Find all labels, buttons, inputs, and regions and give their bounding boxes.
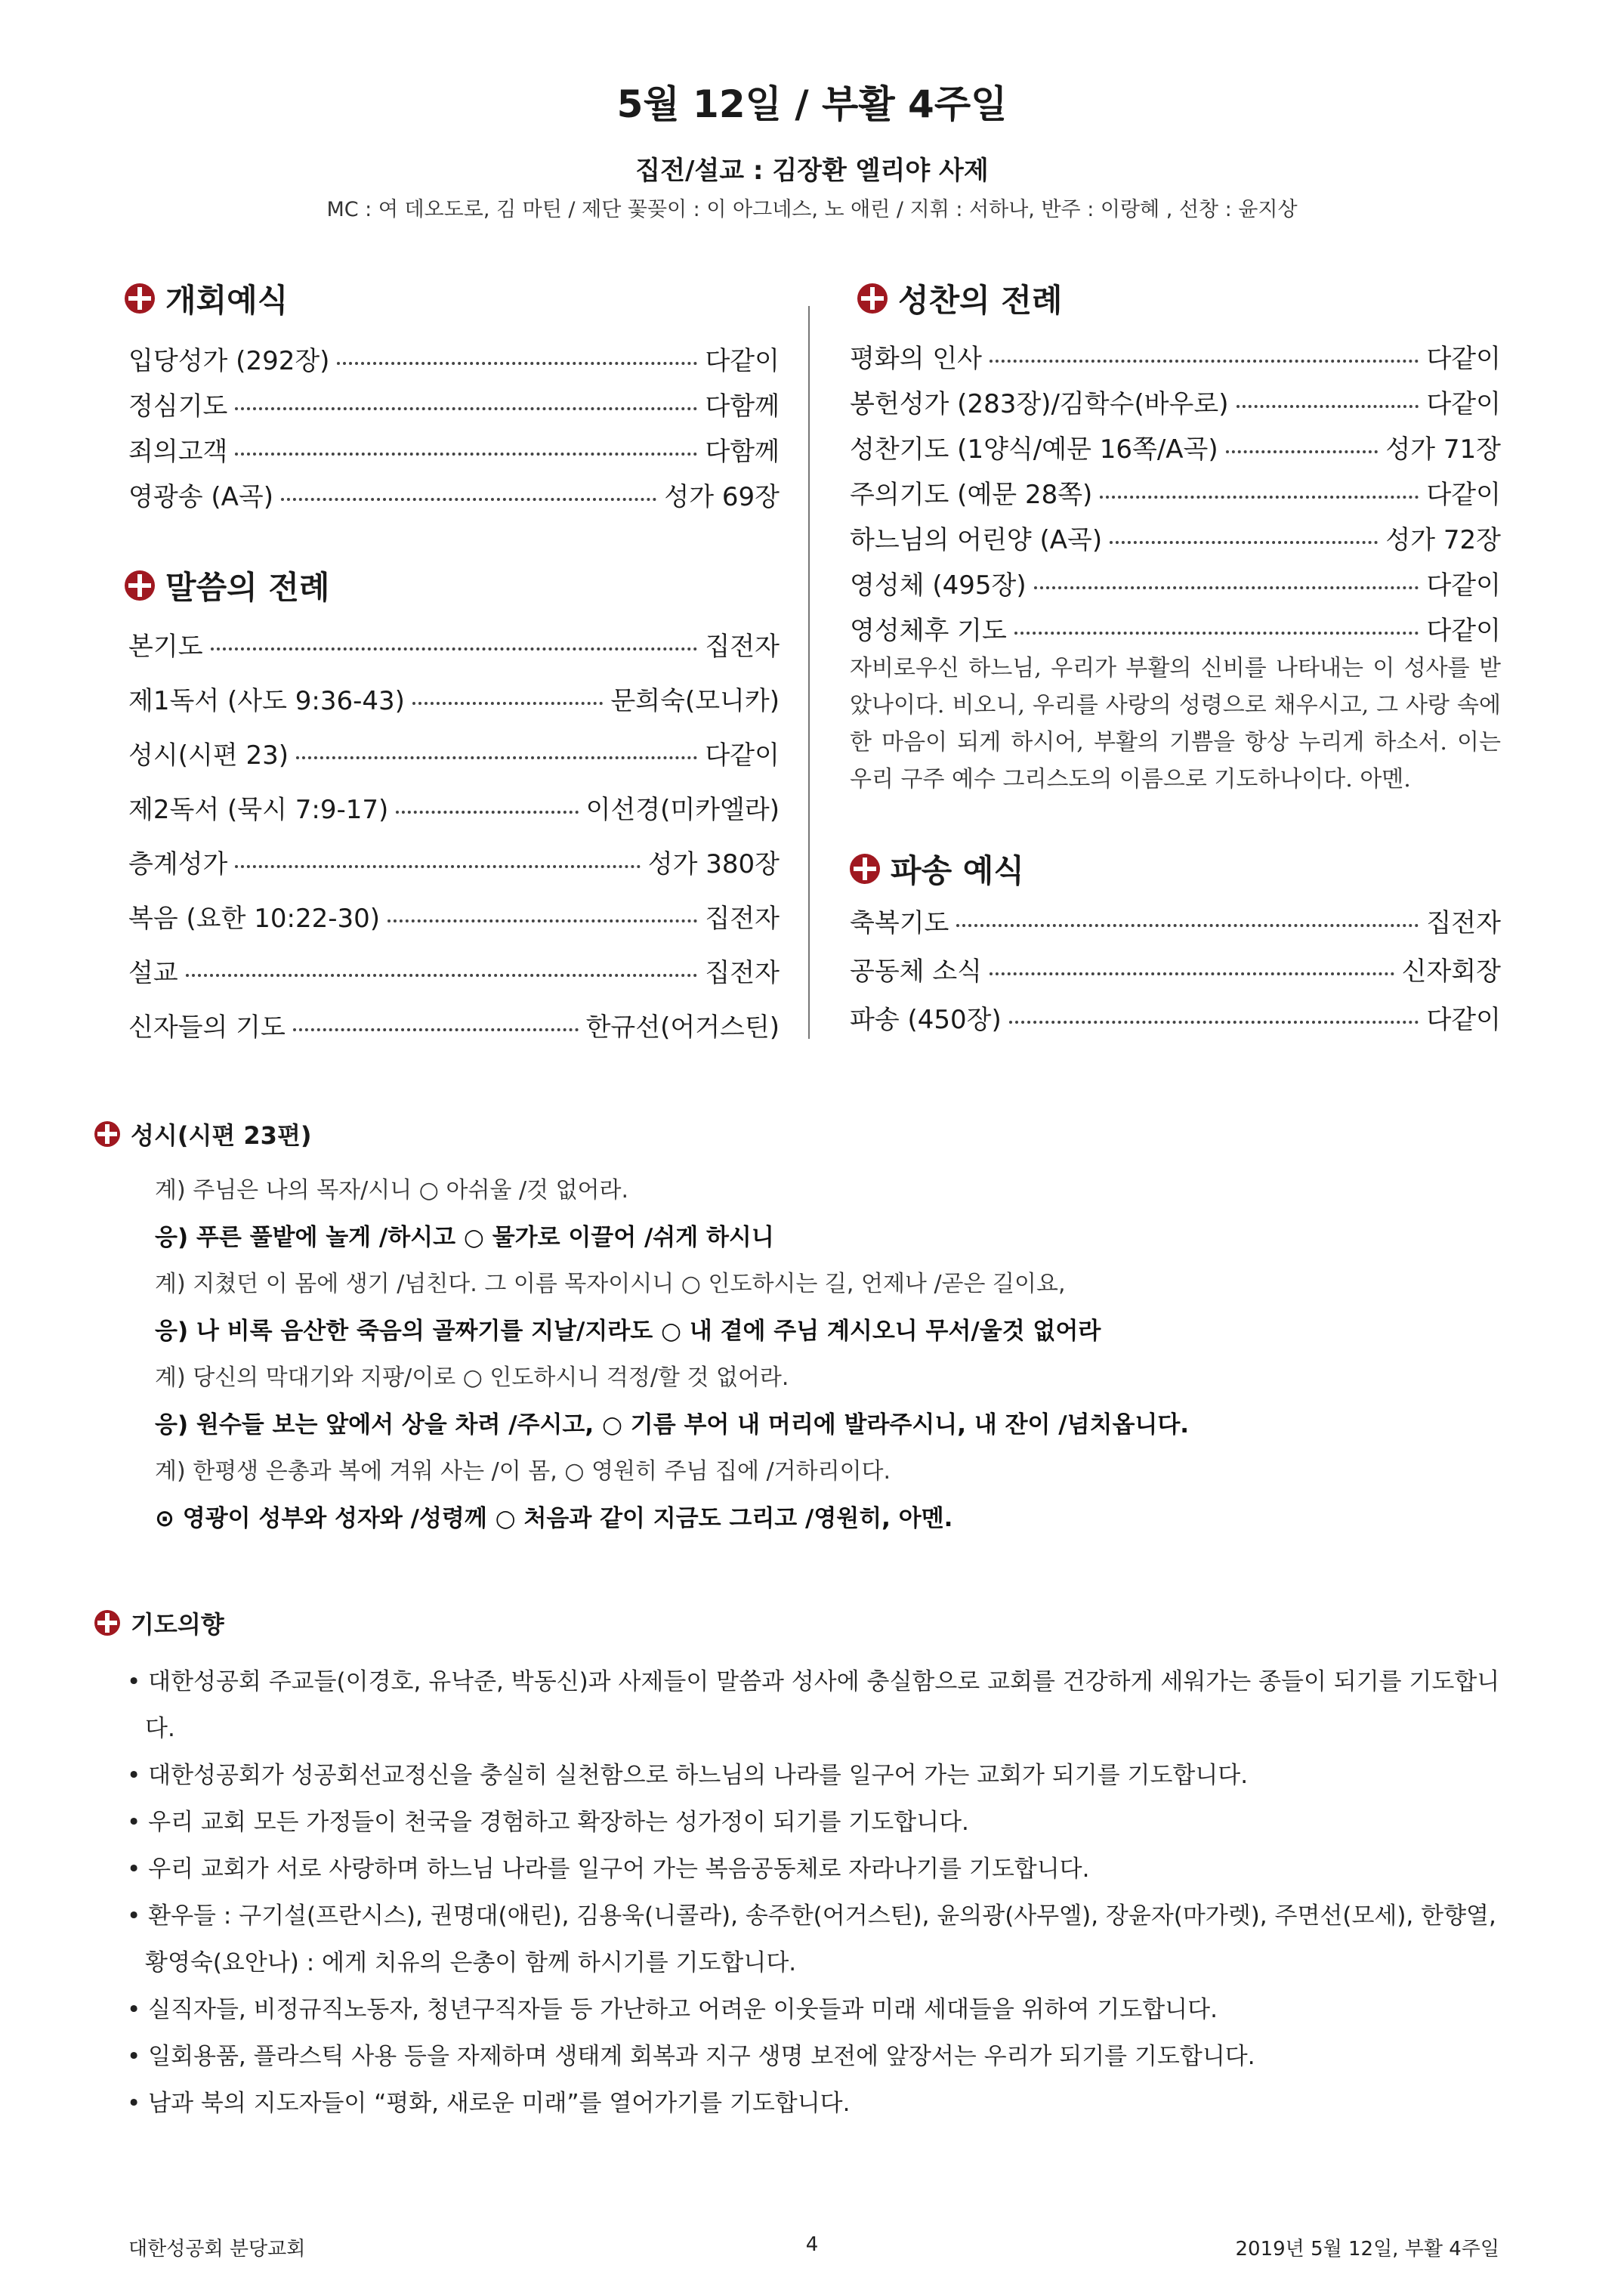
item-value: 집전자	[705, 632, 780, 662]
list-item: • 남과 북의 지도자들이 “평화, 새로운 미래”를 열어가기를 기도합니다.	[127, 2090, 851, 2117]
leader-dots	[956, 924, 1419, 927]
section-heading-dismissal	[850, 846, 1024, 892]
page-number: 4	[805, 2233, 819, 2256]
list-item: • 환우들 : 구기설(프란시스), 권명대(애린), 김용욱(니콜라), 송주한(어거스틴), 윤의광(사무엘), 장윤자(마가렛), 주면선(모세), 한향열, 황영숙(요안나) : 에게 치유의 은총이 함께 하시기를 기도합니다.	[127, 1902, 1496, 1976]
psalm-line: 계) 지쳤던 이 몸에 생기 /넘친다. 그 이름 목자이시니 ○ 인도하시는 길, 언제나 /곧은 길이요,	[155, 1271, 1066, 1297]
opening-list	[128, 338, 780, 520]
psalm-line: 응) 나 비록 음산한 죽음의 골짜기를 지날/지라도 ○ 내 곁에 주님 계시오니 무서/울것 없어라	[155, 1318, 1101, 1345]
list-item	[850, 382, 1501, 427]
list-item: • 일회용품, 플라스틱 사용 등을 자제하며 생태계 회복과 지구 생명 보전에 앞장서는 우리가 되기를 기도합니다.	[127, 2043, 1255, 2070]
list-item	[128, 338, 780, 384]
item-label: 복음 (요한 10:22-30)	[128, 904, 381, 934]
item-value: 성가 71장	[1385, 434, 1501, 465]
leader-dots	[337, 362, 697, 365]
leader-dots	[293, 1028, 579, 1031]
column-divider	[808, 306, 810, 1039]
list-item	[850, 899, 1501, 947]
list-item: • 우리 교회가 서로 사랑하며 하느님 나라를 일구어 가는 복음공동체로 자라나기를 기도합니다.	[127, 1856, 1090, 1883]
footer-date: 2019년 5월 12일, 부활 4주일	[1235, 2238, 1499, 2261]
item-value: 성가 72장	[1385, 525, 1501, 555]
item-label: 주의기도 (예문 28쪽)	[850, 480, 1093, 510]
list-item	[128, 728, 780, 783]
item-label: 설교	[128, 958, 178, 988]
section-heading-word	[125, 563, 329, 608]
psalm-line: 계) 당신의 막대기와 지팡/이로 ○ 인도하시니 걱정/할 것 없어라.	[155, 1364, 789, 1391]
section-heading-label: 개회예식	[165, 282, 289, 319]
item-value: 다함께	[705, 391, 780, 422]
item-value: 집전자	[705, 904, 780, 934]
leader-dots	[1009, 1021, 1419, 1024]
item-label: 영성체 (495장)	[850, 570, 1027, 601]
list-item	[850, 472, 1501, 518]
list-item	[128, 384, 780, 429]
item-value: 신자회장	[1401, 956, 1501, 987]
item-value: 다같이	[1426, 344, 1501, 374]
list-item	[128, 620, 780, 674]
item-value: 집전자	[705, 958, 780, 988]
item-label: 성시(시편 23)	[128, 740, 289, 771]
list-item	[128, 474, 780, 520]
item-label: 제2독서 (묵시 7:9-17)	[128, 795, 389, 825]
leader-dots	[1100, 496, 1419, 499]
list-item	[128, 429, 780, 474]
list-item: • 실직자들, 비정규직노동자, 청년구직자들 등 가난하고 어려운 이웃들과 미래 세대들을 위하여 기도합니다.	[127, 1996, 1218, 2023]
list-item	[128, 837, 780, 892]
cross-icon	[125, 570, 155, 601]
item-value: 다같이	[1426, 1005, 1501, 1035]
roles-line: MC : 여 데오도로, 김 마틴 / 제단 꽃꽂이 : 이 아그네스, 노 애린 / 지휘 : 서하나, 반주 : 이랑혜 , 선창 : 윤지상	[326, 198, 1298, 221]
section-heading-label: 파송 예식	[891, 852, 1024, 889]
item-value: 집전자	[1426, 908, 1501, 938]
item-label: 평화의 인사	[850, 344, 983, 374]
item-value: 다같이	[1426, 389, 1501, 419]
cross-icon	[94, 1121, 120, 1147]
psalm-line: 계) 주님은 나의 목자/시니 ○ 아쉬울 /것 없어라.	[155, 1177, 629, 1204]
leader-dots	[396, 811, 578, 814]
list-item: • 대한성공회 주교들(이경호, 유낙준, 박동신)과 사제들이 말씀과 성사에 충실함으로 교회를 건강하게 세워가는 종들이 되기를 기도합니다.	[127, 1668, 1500, 1742]
leader-dots	[281, 498, 656, 501]
cross-icon	[94, 1610, 120, 1636]
leader-dots	[1226, 450, 1379, 453]
section-heading-label: 기도의향	[131, 1610, 224, 1639]
section-heading-label: 성시(시편 23편)	[131, 1121, 312, 1150]
word-list	[128, 620, 780, 1055]
psalm-line: ⊙ 영광이 성부와 성자와 /성령께 ○ 처음과 같이 지금도 그리고 /영원히, 아멘.	[155, 1505, 953, 1532]
leader-dots	[296, 756, 697, 759]
list-item	[850, 996, 1501, 1044]
psalm-text	[155, 1167, 1530, 1542]
item-value: 다같이	[1426, 616, 1501, 646]
item-label: 공동체 소식	[850, 956, 983, 987]
page-title: 5월 12일 / 부활 4주일	[616, 82, 1008, 126]
item-label: 하느님의 어린양 (A곡)	[850, 525, 1103, 555]
list-item	[850, 563, 1501, 608]
section-heading-intentions	[94, 1605, 224, 1640]
item-label: 봉헌성가 (283장)/김학수(바우로)	[850, 389, 1229, 419]
leader-dots	[235, 407, 697, 410]
post-communion-prayer: 자비로우신 하느님, 우리가 부활의 신비를 나타내는 이 성사를 받았나이다. 비오니, 우리를 사랑의 성령으로 채우시고, 그 사랑 속에 한 마음이 되게 하시어, 부활의 기쁨을 항상 누리게 하소서. 이는 우리 구주 예수 그리스도의 이름으로 기도하나이다. 아멘.	[850, 655, 1501, 793]
item-label: 제1독서 (사도 9:36-43)	[128, 686, 405, 716]
leader-dots	[186, 974, 698, 977]
footer-church: 대한성공회 분당교회	[128, 2238, 306, 2261]
psalm-line: 응) 원수들 보는 앞에서 상을 차려 /주시고, ○ 기름 부어 내 머리에 발라주시니, 내 잔이 /넘치옵니다.	[155, 1411, 1190, 1439]
leader-dots	[1110, 541, 1378, 544]
cross-icon	[125, 283, 155, 314]
item-label: 성찬기도 (1양식/예문 16쪽/A곡)	[850, 434, 1218, 465]
item-value: 문희숙(모니카)	[610, 686, 780, 716]
list-item	[128, 783, 780, 837]
list-item	[850, 427, 1501, 472]
item-label: 축복기도	[850, 908, 949, 938]
leader-dots	[1237, 405, 1419, 408]
item-value: 성가 380장	[647, 849, 780, 879]
section-heading-psalm	[94, 1117, 311, 1151]
item-label: 영광송 (A곡)	[128, 482, 273, 512]
leader-dots	[1034, 586, 1419, 589]
item-value: 다같이	[705, 346, 780, 376]
intention-text: 일회용품, 플라스틱 사용 등을 자제하며 생태계 회복과 지구 생명 보전에 앞장서는 우리가 되기를 기도합니다.	[148, 2043, 1255, 2070]
psalm-line: 계) 한평생 은총과 복에 겨워 사는 /이 몸, ○ 영원히 주님 집에 /거하리이다.	[155, 1458, 891, 1485]
intention-text: 실직자들, 비정규직노동자, 청년구직자들 등 가난하고 어려운 이웃들과 미래 세대들을 위하여 기도합니다.	[148, 1996, 1218, 2023]
item-label: 영성체후 기도	[850, 616, 1007, 646]
item-value: 다같이	[1426, 570, 1501, 601]
leader-dots	[1014, 632, 1419, 635]
leader-dots	[235, 453, 697, 456]
list-item	[850, 518, 1501, 563]
list-item	[128, 946, 780, 1000]
dismissal-list	[850, 899, 1501, 1044]
item-value: 다함께	[705, 437, 780, 467]
item-label: 본기도	[128, 632, 203, 662]
item-value: 이선경(미카엘라)	[585, 795, 780, 825]
section-heading-label: 말씀의 전례	[165, 569, 330, 606]
section-heading-label: 성찬의 전례	[898, 282, 1063, 319]
item-value: 다같이	[705, 740, 780, 771]
list-item	[850, 947, 1501, 996]
cross-icon	[850, 854, 880, 884]
section-heading-opening	[125, 276, 288, 321]
list-item: • 대한성공회가 성공회선교정신을 충실히 실천함으로 하느님의 나라를 일구어 가는 교회가 되기를 기도합니다.	[127, 1762, 1249, 1789]
leader-dots	[412, 702, 604, 705]
item-label: 정심기도	[128, 391, 228, 422]
psalm-line: 응) 푸른 풀밭에 놀게 /하시고 ○ 물가로 이끌어 /쉬게 하시니	[155, 1224, 774, 1251]
list-item	[128, 892, 780, 946]
leader-dots	[990, 360, 1419, 363]
eucharist-list	[850, 336, 1501, 654]
list-item	[850, 336, 1501, 382]
list-item	[850, 608, 1501, 654]
intention-text: 우리 교회가 서로 사랑하며 하느님 나라를 일구어 가는 복음공동체로 자라나기를 기도합니다.	[148, 1856, 1090, 1883]
intention-text: 남과 북의 지도자들이 “평화, 새로운 미래”를 열어가기를 기도합니다.	[148, 2090, 851, 2117]
item-label: 층계성가	[128, 849, 228, 879]
intentions-list	[127, 1658, 1509, 2127]
item-label: 입당성가 (292장)	[128, 346, 330, 376]
list-item	[128, 674, 780, 728]
leader-dots	[387, 919, 697, 922]
intention-text: 대한성공회 주교들(이경호, 유낙준, 박동신)과 사제들이 말씀과 성사에 충실함으로 교회를 건강하게 세워가는 종들이 되기를 기도합니다.	[145, 1668, 1500, 1742]
item-label: 신자들의 기도	[128, 1012, 286, 1043]
intention-text: 대한성공회가 성공회선교정신을 충실히 실천함으로 하느님의 나라를 일구어 가는 교회가 되기를 기도합니다.	[148, 1762, 1249, 1789]
item-value: 한규선(어거스틴)	[585, 1012, 780, 1043]
item-value: 성가 69장	[664, 482, 780, 512]
item-label: 죄의고객	[128, 437, 228, 467]
presider-line: 집전/설교 : 김장환 엘리야 사제	[635, 156, 989, 186]
item-value: 다같이	[1426, 480, 1501, 510]
intention-text: 환우들 : 구기설(프란시스), 권명대(애린), 김용욱(니콜라), 송주한(어거스틴), 윤의광(사무엘), 장윤자(마가렛), 주면선(모세), 한향열, 황영숙(요안나) : 에게 치유의 은총이 함께 하시기를 기도합니다.	[145, 1902, 1496, 1976]
leader-dots	[990, 972, 1394, 975]
section-heading-eucharist	[857, 276, 1062, 321]
intention-text: 우리 교회 모든 가정들이 천국을 경험하고 확장하는 성가정이 되기를 기도합니다.	[148, 1809, 969, 1836]
leader-dots	[235, 865, 640, 868]
cross-icon	[857, 283, 888, 314]
list-item	[128, 1000, 780, 1055]
leader-dots	[211, 647, 698, 651]
item-label: 파송 (450장)	[850, 1005, 1002, 1035]
list-item: • 우리 교회 모든 가정들이 천국을 경험하고 확장하는 성가정이 되기를 기도합니다.	[127, 1809, 969, 1836]
